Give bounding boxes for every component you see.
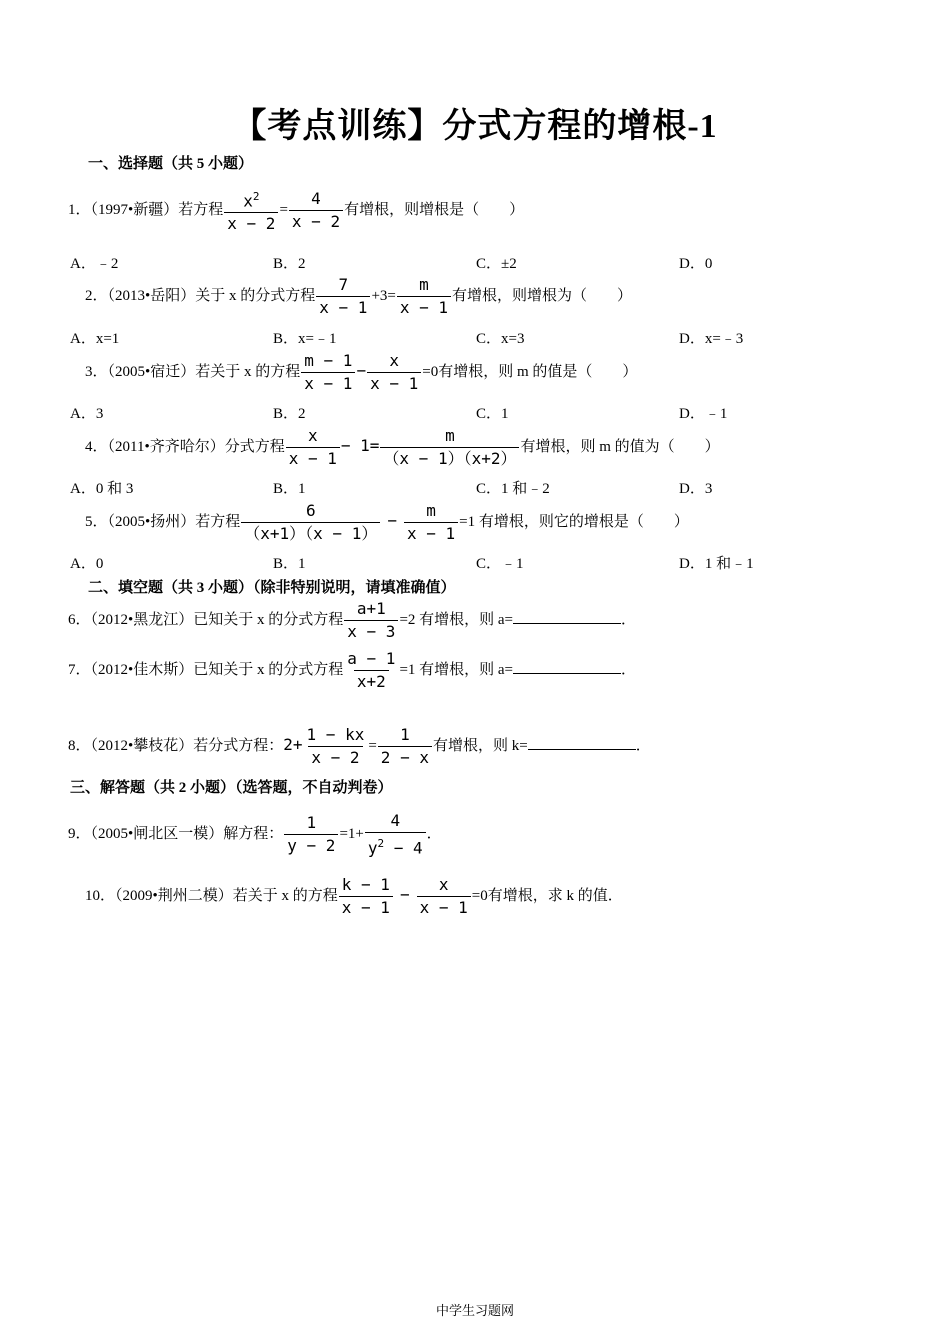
question-8: 8．（2012•攀枝花）若分式方程：2+ $\frac{1 - kx}{x - 2}$ = $\frac{1}{2 - x}$ 有增根，则 k= ． — [68, 725, 651, 767]
fraction: $\frac{m}{x - 1}$ — [404, 500, 458, 545]
option-d: D．0 — [679, 256, 713, 272]
option-c: C．﹣1 — [476, 556, 524, 572]
fraction: $\frac{x}{x - 1}$ — [286, 425, 340, 470]
option-a: A．3 — [70, 406, 104, 422]
option-c: C．1 和﹣2 — [476, 481, 550, 497]
option-c: C．±2 — [476, 256, 517, 272]
fraction: $\frac{k - 1}{x - 1}$ — [339, 874, 393, 919]
fraction: $\frac{4}{y^2 - 4}$ — [365, 810, 426, 859]
page-title: 【考点训练】分式方程的增根-1 — [232, 108, 718, 145]
fraction: $\frac{1}{y - 2}$ — [284, 812, 338, 857]
option-b: B．2 — [273, 256, 306, 272]
section-heading-solve: 三、解答题（共 2 小题）（选答题，不自动判卷） — [70, 780, 393, 796]
question-5: 5．（2005•扬州）若方程 $\frac{6}{(x+1)(x - 1)}$ − $\frac{m}{x - 1}$ =1 有增根，则它的增根是（ ） — [85, 501, 689, 543]
option-c: C．x=3 — [476, 331, 525, 347]
option-b: B．x=﹣1 — [273, 331, 337, 347]
fraction: $\frac{a - 1}{x+2}$ — [347, 649, 396, 691]
question-1-tail: 有增根，则增根是（ ） — [344, 202, 525, 219]
question-7: 7．（2012•佳木斯）已知关于 x 的分式方程 $\frac{a - 1}{x+2}$ =1 有增根，则 a= ． — [68, 649, 637, 691]
answer-blank[interactable] — [513, 609, 621, 624]
answer-blank[interactable] — [513, 659, 621, 674]
option-a: A．﹣2 — [70, 256, 119, 272]
fraction: $\frac{1 - kx}{x - 2}$ — [306, 725, 365, 767]
option-b: B．2 — [273, 406, 306, 422]
page-footer: 中学生习题网 — [435, 1303, 514, 1318]
option-d: D．﹣1 — [679, 406, 728, 422]
section-heading-fill: 二、填空题（共 3 小题）（除非特别说明，请填准确值） — [88, 580, 456, 596]
option-b: B．1 — [273, 481, 306, 497]
option-b: B．1 — [273, 556, 306, 572]
option-d: D．1 和﹣1 — [679, 556, 754, 572]
question-4: 4．（2011•齐齐哈尔）分式方程 $\frac{x}{x - 1}$ − 1= $\frac{m}{(x - 1)(x+2)}$ 有增根，则 m 的值为（ ） — [85, 426, 720, 468]
option-a: A．x=1 — [70, 331, 120, 347]
question-1: 1．（1997•新疆）若方程 $\frac{x^2}{x - 2}$ = $\frac{4}{x - 2}$ 有增根，则增根是（ ） — [68, 186, 524, 235]
fraction: $\frac{4}{x - 2}$ — [289, 188, 343, 233]
fraction: $\frac{x^2}{x - 2}$ — [224, 186, 278, 235]
fraction: $\frac{x}{x - 1}$ — [367, 350, 421, 395]
question-2: 2．（2013•岳阳）关于 x 的分式方程 $\frac{7}{x - 1}$ +3= $\frac{m}{x - 1}$ 有增根，则增根为（ ） — [85, 275, 633, 317]
question-10: 10．（2009•荆州二模）若关于 x 的方程 $\frac{k - 1}{x - 1}$ − $\frac{x}{x - 1}$ =0有增根，求 k 的值． — [85, 875, 623, 917]
answer-blank[interactable] — [528, 735, 636, 750]
fraction: $\frac{7}{x - 1}$ — [316, 274, 370, 319]
question-3: 3．（2005•宿迁）若关于 x 的方程 $\frac{m - 1}{x - 1}$ − $\frac{x}{x - 1}$ =0有增根，则 m 的值是（ ） — [85, 351, 638, 393]
fraction: $\frac{a+1}{x - 3}$ — [344, 598, 398, 643]
option-c: C．1 — [476, 406, 509, 422]
option-a: A．0 — [70, 556, 104, 572]
fraction: $\frac{m}{(x - 1)(x+2)}$ — [380, 425, 519, 470]
section-heading-choice: 一、选择题（共 5 小题） — [88, 156, 254, 172]
fraction: $\frac{m}{x - 1}$ — [397, 274, 451, 319]
fraction: $\frac{x}{x - 1}$ — [417, 874, 471, 919]
option-a: A．0 和 3 — [70, 481, 134, 497]
fraction: $\frac{m - 1}{x - 1}$ — [301, 350, 355, 395]
fraction: $\frac{1}{2 - x}$ — [378, 724, 432, 769]
question-1-text: 1．（1997•新疆）若方程 — [68, 202, 224, 219]
question-6: 6．（2012•黑龙江）已知关于 x 的分式方程 $\frac{a+1}{x - 3}$ =2 有增根，则 a= ． — [68, 599, 637, 641]
fraction: $\frac{6}{(x+1)(x - 1)}$ — [241, 500, 380, 545]
option-d: D．x=﹣3 — [679, 331, 744, 347]
option-d: D．3 — [679, 481, 713, 497]
question-9: 9．（2005•闸北区一模）解方程： $\frac{1}{y - 2}$ =1+ $\frac{4}{y^2 - 4}$ ． — [68, 811, 442, 858]
